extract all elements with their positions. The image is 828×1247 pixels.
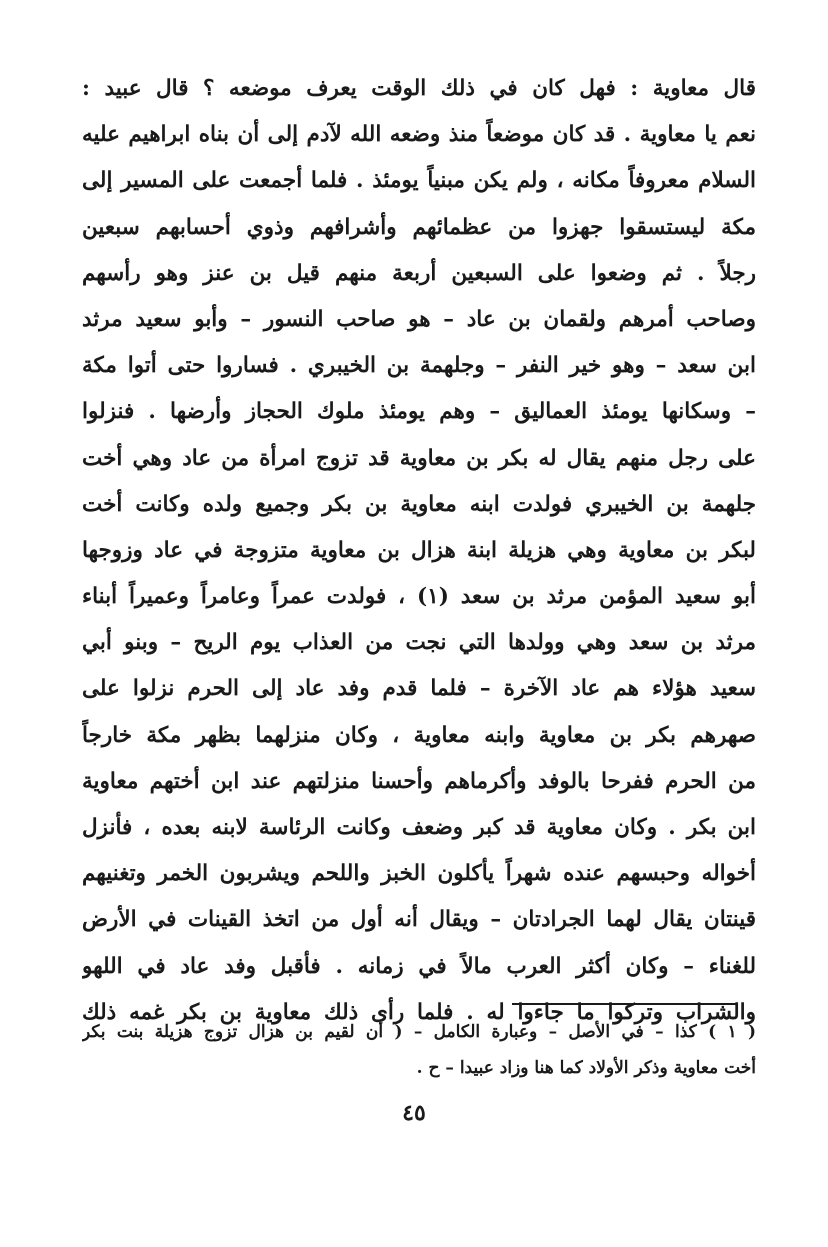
text-line: نعم يا معاوية . قد كان موضعاً منذ وضعه الله لآدم إلى أن بناه ابراهيم عليه bbox=[82, 122, 756, 148]
text-line: – وسكانها يومئذ العماليق – وهم يومئذ ملوك الحجاز وأرضها . فنزلوا bbox=[82, 399, 756, 425]
text-line: رجلاً . ثم وضعوا على السبعين أربعة منهم قيل بن عنز وهو رأسهم bbox=[82, 260, 756, 286]
text-line: أخواله وحبسهم عنده شهراً يأكلون الخبز واللحم ويشربون الخمر وتغنيهم bbox=[82, 861, 756, 887]
text-line: مكة ليستسقوا جهزوا من عظمائهم وأشرافهم وذوي أحسابهم سبعين bbox=[82, 214, 756, 240]
main-text bbox=[82, 66, 756, 1036]
footnote-line: أخت معاوية وذكر الأولاد كما هنا وزاد عبيدا – ح . bbox=[416, 1058, 756, 1078]
text-line: السلام معروفاً مكانه ، ولم يكن مبنياً يومئذ . فلما أجمعت على المسير إلى bbox=[82, 168, 756, 194]
text-line: قال معاوية : فهل كان في ذلك الوقت يعرف موضعه ؟ قال عبيد : bbox=[82, 76, 756, 101]
text-line: لبكر بن معاوية وهي هزيلة ابنة هزال بن معاوية متزوجة في عاد وزوجها bbox=[82, 537, 756, 563]
text-line: أبو سعيد المؤمن مرثد بن سعد (١) ، فولدت عمراً وعامراً وعميراً أبناء bbox=[82, 584, 756, 610]
footnote-line: ( ١ ) كذا – في الأصل – وعبارة الكامل – ( أن لقيم بن هزال تزوج هزيلة بنت بكر bbox=[82, 1022, 756, 1042]
text-line: على رجل منهم يقال له بكر بن معاوية قد تزوج امرأة من عاد وهي أخت bbox=[82, 445, 756, 471]
text-line: قينتان يقال لهما الجرادتان – ويقال أنه أول من اتخذ القينات في الأرض bbox=[82, 907, 756, 933]
text-line: وصاحب أمرهم ولقمان بن عاد – هو صاحب النسور – وأبو سعيد مرثد bbox=[82, 306, 756, 332]
text-line: ابن سعد – وهو خير النفر – وجلهمة بن الخيبري . فساروا حتى أتوا مكة bbox=[82, 353, 756, 379]
footnote-divider bbox=[512, 1003, 736, 1005]
footnotes bbox=[82, 1014, 756, 1086]
text-line: ابن بكر . وكان معاوية قد كبر وضعف وكانت الرئاسة لابنه بعده ، فأنزل bbox=[82, 815, 756, 840]
text-line: مرثد بن سعد وهي وولدها التي نجت من العذاب يوم الريح – وبنو أبي bbox=[82, 630, 756, 656]
text-line: من الحرم ففرحا بالوفد وأكرماهم وأحسنا منزلتهم عند ابن أختهم معاوية bbox=[82, 768, 756, 794]
text-line: سعيد هؤلاء هم عاد الآخرة – فلما قدم وفد عاد إلى الحرم نزلوا على bbox=[82, 676, 756, 702]
text-line: صهرهم بكر بن معاوية وابنه معاوية ، وكان منزلهما بظهر مكة خارجاً bbox=[82, 722, 756, 748]
text-line: جلهمة بن الخيبري فولدت ابنه معاوية بن بكر وجميع ولده وكانت أخت bbox=[82, 491, 756, 517]
text-line: للغناء – وكان أكثر العرب مالاً في زمانه . فأقبل وفد عاد في اللهو bbox=[82, 953, 756, 979]
text-line: والشراب وتركوا ما جاءوا له . فلما رأى ذلك معاوية بن بكر غمه ذلك bbox=[82, 999, 756, 1025]
page-number: ٤٥ bbox=[402, 1100, 426, 1126]
